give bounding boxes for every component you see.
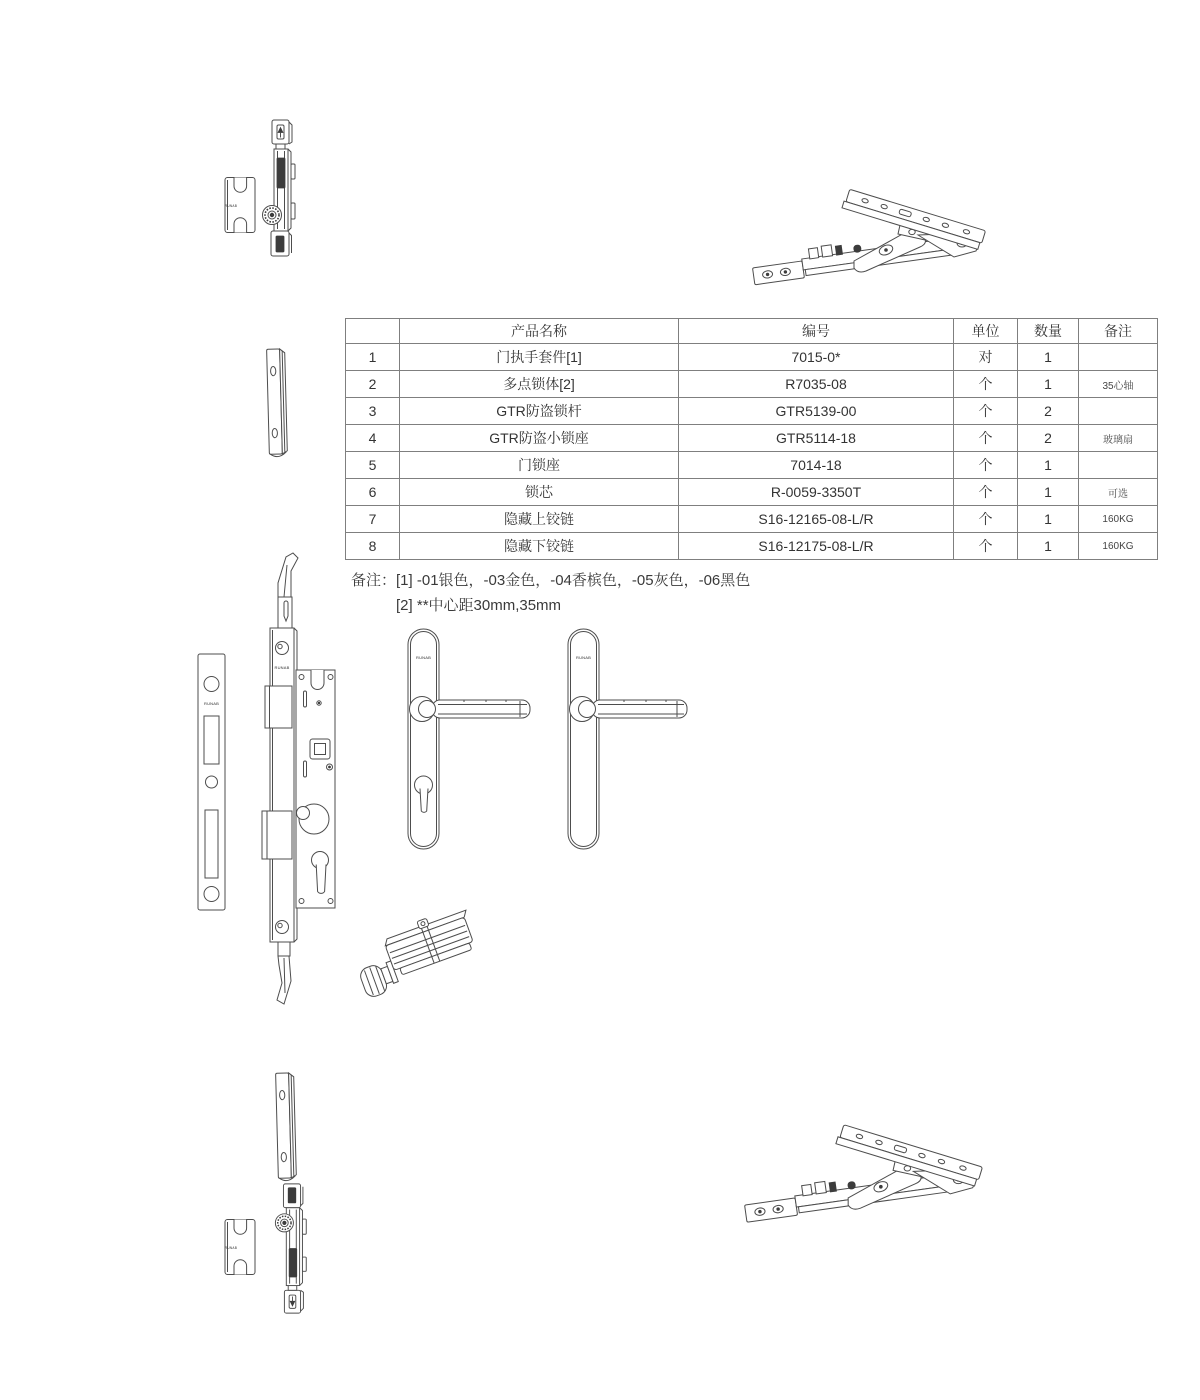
cell-name: 门执手套件[1] bbox=[400, 344, 679, 371]
cell-qty: 1 bbox=[1018, 479, 1079, 506]
table-row bbox=[346, 533, 1158, 560]
parts-table bbox=[345, 318, 1158, 560]
cell-no: 5 bbox=[346, 452, 400, 479]
brand-mark: RUNAB bbox=[224, 1246, 238, 1250]
cell-note: 160KG bbox=[1079, 533, 1158, 560]
cell-note bbox=[1079, 344, 1158, 371]
cell-note bbox=[1079, 398, 1158, 425]
remarks-block bbox=[351, 568, 750, 618]
cell-no: 2 bbox=[346, 371, 400, 398]
cell-qty: 2 bbox=[1018, 398, 1079, 425]
brand-mark: RUNAB bbox=[415, 655, 432, 660]
col-header-unit: 单位 bbox=[954, 319, 1018, 344]
cell-note: 玻璃扇 bbox=[1079, 425, 1158, 452]
cell-note: 35心轴 bbox=[1079, 371, 1158, 398]
cell-no: 6 bbox=[346, 479, 400, 506]
cell-no: 4 bbox=[346, 425, 400, 452]
cell-name: GTR防盗锁杆 bbox=[400, 398, 679, 425]
lock-cylinder-drawing bbox=[362, 900, 492, 1010]
cell-unit: 个 bbox=[954, 506, 1018, 533]
table-row bbox=[346, 506, 1158, 533]
cell-code: R-0059-3350T bbox=[679, 479, 954, 506]
table-row bbox=[346, 425, 1158, 452]
remarks-line-1: [1] -01银色，-03金色，-04香槟色，-05灰色，-06黑色 bbox=[396, 572, 751, 589]
cell-no: 7 bbox=[346, 506, 400, 533]
cell-code: S16-12165-08-L/R bbox=[679, 506, 954, 533]
brand-mark: RUNAB bbox=[575, 655, 592, 660]
table-header-row bbox=[346, 319, 1158, 344]
brand-mark: RUNAB bbox=[274, 665, 290, 670]
gtr-small-lock-seat-drawing-top bbox=[222, 176, 258, 234]
cell-unit: 个 bbox=[954, 371, 1018, 398]
cell-code: 7014-18 bbox=[679, 452, 954, 479]
cell-name: 多点锁体[2] bbox=[400, 371, 679, 398]
col-header-index bbox=[346, 319, 400, 344]
cell-note bbox=[1079, 452, 1158, 479]
table-row bbox=[346, 344, 1158, 371]
cell-qty: 1 bbox=[1018, 452, 1079, 479]
cell-name: 锁芯 bbox=[400, 479, 679, 506]
col-header-note: 备注 bbox=[1079, 319, 1158, 344]
cell-qty: 1 bbox=[1018, 344, 1079, 371]
cell-note: 可选 bbox=[1079, 479, 1158, 506]
multipoint-lock-body-drawing bbox=[258, 553, 343, 1008]
gtr-lock-rod-drawing-top bbox=[258, 118, 302, 258]
rod-strike-plate-drawing-bottom bbox=[272, 1068, 302, 1184]
cell-qty: 1 bbox=[1018, 533, 1079, 560]
cell-qty: 1 bbox=[1018, 371, 1079, 398]
concealed-upper-hinge-drawing bbox=[750, 183, 990, 295]
door-lock-seat-drawing bbox=[194, 652, 232, 914]
gtr-small-lock-seat-drawing-bottom bbox=[222, 1218, 258, 1276]
cell-code: R7035-08 bbox=[679, 371, 954, 398]
concealed-lower-hinge-drawing bbox=[742, 1118, 987, 1233]
cell-no: 3 bbox=[346, 398, 400, 425]
cell-code: GTR5114-18 bbox=[679, 425, 954, 452]
cell-code: 7015-0* bbox=[679, 344, 954, 371]
rod-strike-plate-drawing-top bbox=[263, 344, 293, 460]
remarks-label: 备注： bbox=[351, 572, 397, 589]
cell-name: 隐藏上铰链 bbox=[400, 506, 679, 533]
cell-qty: 1 bbox=[1018, 506, 1079, 533]
table-row bbox=[346, 371, 1158, 398]
cell-no: 8 bbox=[346, 533, 400, 560]
cell-qty: 2 bbox=[1018, 425, 1079, 452]
col-header-code: 编号 bbox=[679, 319, 954, 344]
cell-unit: 个 bbox=[954, 452, 1018, 479]
cell-name: 隐藏下铰链 bbox=[400, 533, 679, 560]
door-handle-left-drawing bbox=[406, 628, 541, 850]
cell-unit: 个 bbox=[954, 533, 1018, 560]
cell-unit: 个 bbox=[954, 398, 1018, 425]
col-header-name: 产品名称 bbox=[400, 319, 679, 344]
cell-name: 门锁座 bbox=[400, 452, 679, 479]
door-handle-right-drawing bbox=[566, 628, 696, 850]
brand-mark: RUNAB bbox=[224, 204, 238, 208]
cell-unit: 个 bbox=[954, 479, 1018, 506]
col-header-qty: 数量 bbox=[1018, 319, 1079, 344]
cell-unit: 个 bbox=[954, 425, 1018, 452]
table-row bbox=[346, 452, 1158, 479]
brand-mark: RUNAB bbox=[203, 701, 220, 706]
cell-unit: 对 bbox=[954, 344, 1018, 371]
gtr-lock-rod-drawing-bottom bbox=[270, 1182, 314, 1315]
cell-code: GTR5139-00 bbox=[679, 398, 954, 425]
cell-note: 160KG bbox=[1079, 506, 1158, 533]
cell-code: S16-12175-08-L/R bbox=[679, 533, 954, 560]
table-row bbox=[346, 398, 1158, 425]
remarks-line-2: [2] **中心距30mm,35mm bbox=[396, 597, 562, 614]
cell-no: 1 bbox=[346, 344, 400, 371]
cell-name: GTR防盗小锁座 bbox=[400, 425, 679, 452]
table-row bbox=[346, 479, 1158, 506]
